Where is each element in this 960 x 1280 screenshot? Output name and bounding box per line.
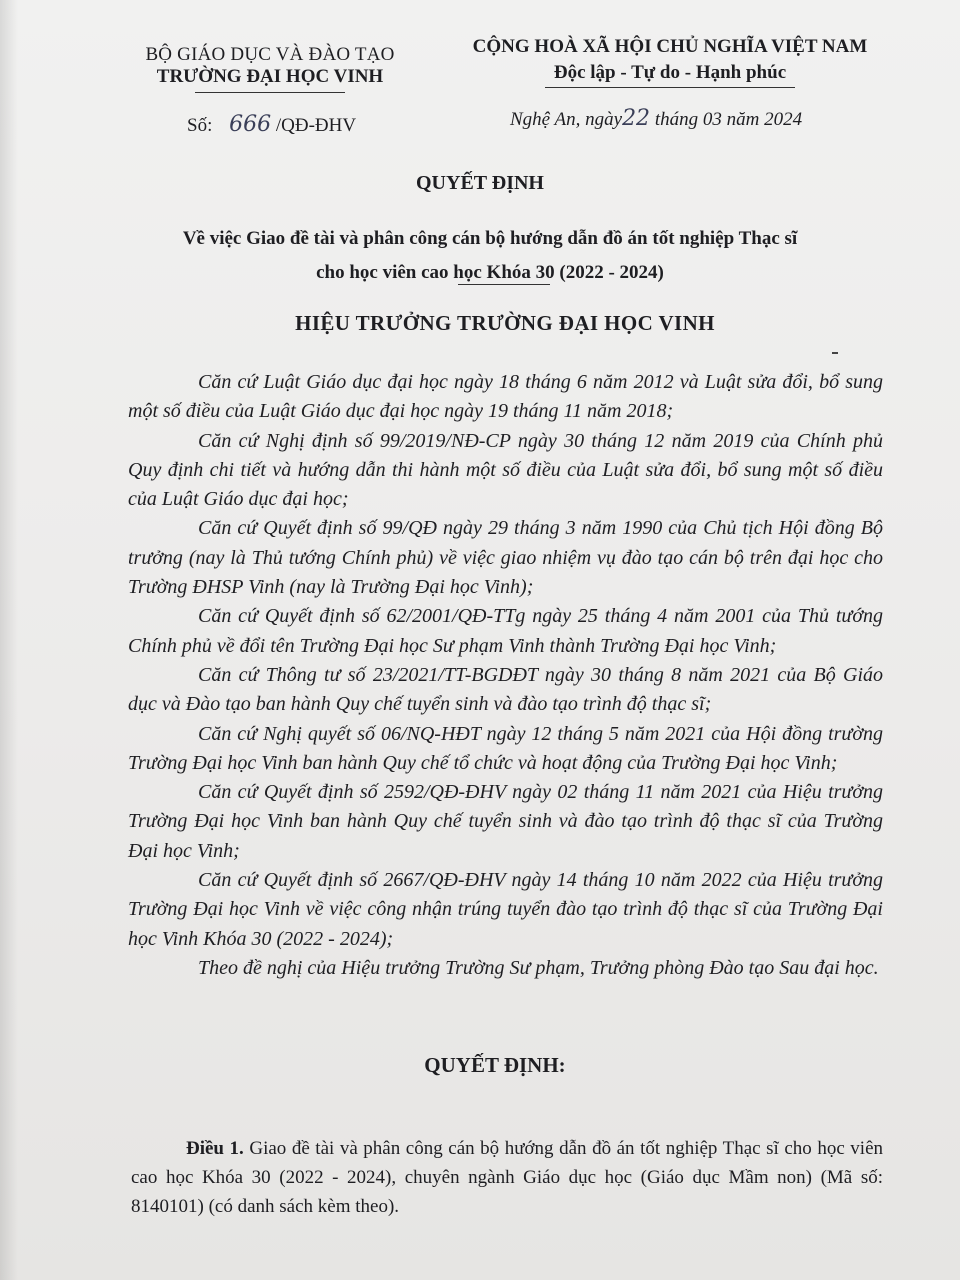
legal-basis-item: Căn cứ Quyết định số 99/QĐ ngày 29 tháng 3 năm 1990 của Chủ tịch Hội đồng Bộ trưởng (nay là Thủ tướng Chính phủ) về việc giao nhiệm vụ đào tạo cán bộ trên đại học cho Trường ĐHSP Vinh (nay là Trường Đại học Vinh); xyxy=(128,517,883,599)
legal-basis-item: Căn cứ Nghị quyết số 06/NQ-HĐT ngày 12 tháng 5 năm 2021 của Hội đồng trường Trường Đại học Vinh ban hành Quy chế tổ chức và hoạt động của Trường Đại học Vinh; xyxy=(128,722,883,774)
article-1 xyxy=(131,1134,883,1221)
national-header xyxy=(450,36,890,88)
legal-basis-item: Căn cứ Thông tư số 23/2021/TT-BGDĐT ngày 30 tháng 8 năm 2021 của Bộ Giáo dục và Đào tạo ban hành Quy chế tuyển sinh và đào tạo trình độ thạc sĩ; xyxy=(128,663,883,716)
document-title: QUYẾT ĐỊNH xyxy=(416,172,544,194)
handwritten-day: 22 xyxy=(622,106,651,131)
place-date xyxy=(510,106,802,131)
place-date-prefix: Nghệ An, ngày xyxy=(510,109,623,130)
issuer-header xyxy=(130,44,410,93)
motto-underline xyxy=(545,87,795,88)
legal-basis-item: Căn cứ Quyết định số 2667/QĐ-ĐHV ngày 14 tháng 10 năm 2022 của Hiệu trưởng Trường Đại học Vinh về việc công nhận trúng tuyển đào tạo trình độ thạc sĩ của Trường Đại học Vinh Khóa 30 (2022 - 2024); xyxy=(128,869,883,950)
subject-line-2: cho học viên cao học Khóa 30 (2022 - 2024) xyxy=(316,262,664,283)
doc-number-prefix: Số: xyxy=(187,115,213,136)
authority-heading: HIỆU TRƯỞNG TRƯỜNG ĐẠI HỌC VINH xyxy=(295,311,715,335)
legal-basis-item: Căn cứ Quyết định số 2592/QĐ-ĐHV ngày 02 tháng 11 năm 2021 của Hiệu trưởng Trường Đại học Vinh ban hành Quy chế tuyển sinh và đào tạo trình độ thạc sĩ của Trường Đại học Vinh; xyxy=(128,781,883,862)
national-motto: Độc lập - Tự do - Hạnh phúc xyxy=(553,62,787,83)
subject-underline xyxy=(458,284,550,285)
legal-basis-item: Căn cứ Quyết định số 62/2001/QĐ-TTg ngày 25 tháng 4 năm 2001 của Thủ tướng Chính phủ về đổi tên Trường Đại học Sư phạm Vinh thành Trường Đại học Vinh; xyxy=(128,605,883,657)
legal-basis-item: Căn cứ Luật Giáo dục đại học ngày 18 tháng 6 năm 2012 và Luật sửa đổi, bổ sung một số điều của Luật Giáo dục đại học ngày 19 tháng 11 năm 2018; xyxy=(128,371,883,423)
school-underline xyxy=(195,92,345,93)
article-1-label: Điều 1. xyxy=(186,1138,244,1159)
school-name: TRƯỜNG ĐẠI HỌC VINH xyxy=(156,66,384,87)
article-1-text: Giao đề tài và phân công cán bộ hướng dẫn đồ án tốt nghiệp Thạc sĩ cho học viên cao học Khóa 30 (2022 - 2024), chuyên ngành Giáo dục học (Giáo dục Mầm non) (Mã số: 8140101) (có danh sách kèm theo). xyxy=(131,1138,884,1217)
ink-mark xyxy=(832,352,838,354)
subject-line-1: Về việc Giao đề tài và phân công cán bộ hướng dẫn đồ án tốt nghiệp Thạc sĩ xyxy=(182,228,798,249)
legal-bases xyxy=(128,368,883,983)
handwritten-doc-number: 666 xyxy=(229,112,272,137)
place-date-suffix: tháng 03 năm 2024 xyxy=(654,109,803,130)
document-number xyxy=(187,112,356,137)
legal-basis-item: Căn cứ Nghị định số 99/2019/NĐ-CP ngày 30 tháng 12 năm 2019 của Chính phủ Quy định chi tiết và hướng dẫn thi hành một số điều của Luật sửa đổi, bổ sung một số điều của Luật Giáo dục đại học; xyxy=(128,429,883,511)
doc-number-suffix: /QĐ-ĐHV xyxy=(275,115,357,136)
legal-basis-item: Theo đề nghị của Hiệu trưởng Trường Sư phạm, Trưởng phòng Đào tạo Sau đại học. xyxy=(198,956,879,979)
document-subject xyxy=(120,222,860,290)
ministry-name: BỘ GIÁO DỤC VÀ ĐÀO TẠO xyxy=(145,44,395,65)
decision-heading: QUYẾT ĐỊNH: xyxy=(424,1053,566,1077)
nation-title: CỘNG HOÀ XÃ HỘI CHỦ NGHĨA VIỆT NAM xyxy=(472,36,868,57)
